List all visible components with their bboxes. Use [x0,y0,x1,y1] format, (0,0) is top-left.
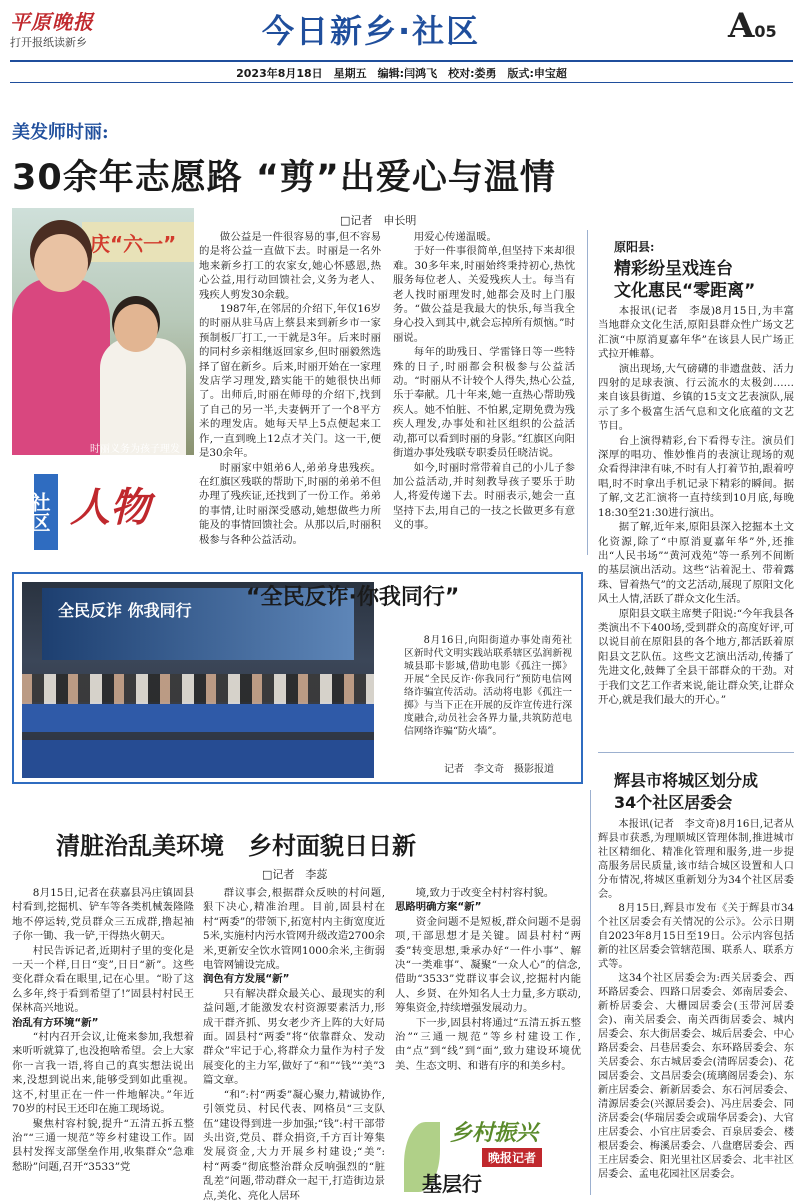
child-head [114,304,158,352]
hairdresser-head [34,234,88,292]
cinema-photo [22,582,374,778]
audience-row [22,674,374,704]
huixian-paragraph: 本报讯(记者 李文奇)8月16日,记者从辉县市获悉,为理顺城区管理体制,推进城市社区精细化、精准化管理和服务,进一步提高服务居民质量,该市结合城区设置和人口分布情况,将城区重新划分为34个社区居委会。 [598,819,794,900]
clean-subhead: 润色有方发展“新” [203,973,290,986]
hairdresser-figure [12,278,110,455]
clean-column-2 [203,886,385,1203]
clean-column-1 [12,886,194,1174]
lead-paragraph: 用爱心传递温暖。 [413,231,497,243]
fraud-paragraph: 8月16日,向阳街道办事处南苑社区新时代文明实践站联系辖区弘润新视城县耶卡影城,借助电影《孤注一掷》开展“全民反诈·你我同行”预防电信网络诈骗宣传活动。活动将电影《孤注一掷》与当下正在开展的反诈宣传进行深度融合,动员社会各界力量,共筑防范电信网络诈骗“防火墙”。 [404,635,572,737]
page-letter: A [728,6,755,46]
yuanyang-headline-1: 精彩纷呈戏连台 [614,259,733,279]
clean-paragraph: 资金问题不是短板,群众问题不是弱项,干部思想才是关键。固县村村“两委”转变思想,秉承办好“一件小事”、解决“一类难事”、凝聚“一众人心”的信念,借助“3533”党群议事会议,挖掘村内能人、乡贤、在外知名人士力量,多方联动,筹集资金,持续增强发展动力。 [395,915,581,1015]
lead-paragraph: 每年的助残日、学雷锋日等一些特殊的日子,时丽都会积极参与公益活动。“时丽从不计较个人得失,热心公益,乐于奉献。几十年来,她一直热心帮助残疾人。她不怕脏、不怕累,定期免费为残疾人理发,办事处和社区组织的公益活动,都可以看到时丽的身影。”红旗区向阳街道办事处残联专职委员任晓洁说。 [393,346,575,460]
column-tag [12,470,182,560]
yuanyang-paragraph: 本报讯(记者 李晟)8月15日,为丰富当地群众文化生活,原阳县群众性广场文艺汇演“中原消夏嘉年华”在该县人民广场正式拉开帷幕。 [598,305,794,361]
photo-banner-text: 庆“六一” [90,232,177,256]
fraud-body [404,634,572,738]
clean-paragraph: “村内召开会议,让俺来参加,我想着来听听就算了,也没抱啥希望。会上大家你一言我一语,将自己的真实想法说出来,没想到说出来,能够受到如此重视。这不,村里正在一件一件地解决。”年近70岁的村民王还印在施工现场说。 [12,1031,194,1116]
screen-text: 全民反诈 你我同行 [58,601,192,620]
column-divider [587,230,588,555]
stamp-tag: 晚报记者 [482,1148,542,1167]
lead-kicker: 美发师时丽: [12,122,109,143]
stamp-subtitle: 基层行 [422,1172,482,1196]
huixian-paragraph: 8月15日,辉县市发布《关于辉县市34个社区居委会有关情况的公示》。公示日期自2023年8月15日至19日。公示内容包括新的社区居委会管辖范围、联系人、联系方式等。 [598,903,794,970]
column-tag-script: 人物 [70,484,150,531]
yuanyang-kicker: 原阳县: [614,240,655,254]
clean-subhead: 治乱有方环境“新” [12,1016,99,1029]
masthead-rule [10,60,793,62]
banner-strip [82,222,194,262]
masthead [0,0,803,64]
huixian-body [598,818,794,1182]
yuanyang-body [598,304,794,707]
child-cape [100,338,186,455]
clean-paragraph: “和”:村“两委”凝心聚力,精诚协作,引领党员、村民代表、网格员“三支队伍”建设得到进一步加强;“钱”:村干部带头出资,党员、群众捐资,千方百计筹集发展资金,大力开展乡村建设;“美”:村“两委”彻底整治群众反响强烈的“脏乱差”问题,带动群众一起干,打造街边景点,美化、亮化人居环 [203,1088,385,1202]
lead-column-1 [199,230,381,547]
fraud-credit: 记者 李文奇 摄影报道 [444,764,554,775]
lead-column-2 [393,230,575,533]
slogan: 打开报纸读新乡 [10,36,87,49]
newspaper-logo: 平原晚报 [10,10,94,34]
lead-paragraph: 时丽家中姐弟6人,弟弟身患残疾。在红旗区残联的帮助下,时丽的弟弟不但办理了残疾证,还找到了一份工作。弟弟的事情,让时丽深受感动,她想做些力所能及的事情回馈社会。从那以后,时丽积极参与各种公益活动。 [199,461,381,546]
clean-paragraph: 8月15日,记者在获嘉县冯庄镇固县村看到,挖掘机、铲车等各类机械轰隆隆地不停运转,党员群众三五成群,撸起袖子你一锄、我一铲,干得热火朝天。 [12,887,194,943]
yuanyang-paragraph: 据了解,近年来,原阳县深入挖掘本土文化资源,除了“中原消夏嘉年华”外,还推出“人民书场”“黄河戏苑”等一系列不间断的基层演出活动。这些“沾着泥土、带着露珠、冒着热气”的文艺活动,展现了原阳文化风土人情,活跃了群众文化生活。 [598,521,794,606]
huixian-headline-1: 辉县市将城区划分成 [614,771,759,790]
clean-paragraph: 群议事会,根据群众反映的村问题,狠下决心,精准治理。目前,固县村在村“两委”的带领下,拓宽村内主街宽度近5米,实施村内污水管网升级改造2700余米,更新安全饮水管网1000余米,主街弱电管网铺设完成。 [203,887,385,972]
lead-paragraph: 于好一件事很简单,但坚持下来却很难。30多年来,时丽始终秉持初心,热忱服务每位老人、关爱残疾人士。每当有老人找时丽理发时,她都会及时上门服务。“做公益是我最大的快乐,每当我全身心投入到其中,就会忘掉所有烦恼。”时丽说。 [393,245,575,344]
clean-column-3 [395,886,581,1073]
lead-paragraph: 1987年,在邻居的介绍下,年仅16岁的时丽从驻马店上蔡县来到新乡市一家预制板厂打工,一干就是3年。后来时丽的同村乡亲相继返回家乡,但时丽毅然选择了留在新乡。后来,时丽开始在一家理发店学习理发,踏实能干的她很快出师了。出师后,时丽在师母的介绍下,找到了自己的另一半,夫妻俩开了一个8平方米的理发店。她每天早上5点便起来工作,一直到晚上12点才关门。这一干,便是30余年。 [199,303,381,460]
info-rule [10,82,793,83]
clean-byline: □记者 李蕊 [262,868,328,881]
column-tag-box: 社区 [34,474,58,550]
huixian-headline-2: 34个社区居委会 [614,793,733,812]
seat-row [22,740,374,778]
clean-paragraph: 村民告诉记者,近期村子里的变化是一天一个样,日日“变”,日日“新”。这些变化群众看在眼里,记在心里。“盼了这么多年,终于看到希望了!”固县村村民王保林高兴地说。 [12,944,194,1015]
photo-caption: 时丽义务为孩子理发 [90,444,180,455]
stamp-title: 乡村振兴 [450,1121,539,1146]
page-number [728,6,777,46]
seat-row [22,702,374,732]
huixian-paragraph: 这34个社区居委会为:西关居委会、西环路居委会、四路口居委会、郊南居委会、新桥居委会、大栅园居委会(玉带河居委会)、南关居委会、南关西街居委会、城内居委会、东大街居委会、城后居委会、中心路居委会、吕巷居委会、东环路居委会、东关居委会、东古城居委会(清晖居委会)、花园居委会、文昌居委会(琉璃阁居委会)、东新庄居委会、新新居委会、东石河居委会、清源居委会(兴源居委会)、冯庄居委会、同济居委会(华瑞居委会或瑞华居委会)、大官庄居委会、小官庄居委会、百泉居委会、楼根居委会、梅溪居委会、八盘磨居委会、西王庄居委会、阳光里社区居委会、北丰社区居委会、孟电花园社区居委会。 [598,973,794,1180]
lead-paragraph: 做公益是一件很容易的事,但不容易的是将公益一直做下去。时丽是一名外地来新乡打工的农家女,她心怀感恩,热心公益,用行动回馈社会,义务为老人、残疾人剪发30余载。 [199,231,381,301]
fraud-headline: “全民反诈·你我同行” [246,585,460,610]
fraud-box [12,572,583,784]
section-title: 今日新乡·社区 [262,12,481,50]
right-rule [598,752,794,753]
yuanyang-paragraph: 台上演得精彩,台下看得专注。演员们深厚的唱功、惟妙惟肖的表演让现场的观众看得津津有味,不时有人打着节拍,跟着哼唱,时不时拿出手机记录下精彩的瞬间。据了解,文艺汇演将一直持续到10月底,每晚18:30至21:30进行演出。 [598,434,794,519]
barber-photo [12,208,194,455]
page-digits: 05 [754,22,777,41]
info-line: 2023年8月18日 星期五 编辑:闫鸿飞 校对:娄勇 版式:申宝超 [236,67,567,80]
clean-subhead: 思路明确方案“新” [395,901,482,914]
clean-paragraph: 下一步,固县村将通过“五清五拆五整治”“三通一规范”等乡村建设工作,由“点”到“线”到“面”,致力建设环境优美、生态文明、和谐有序的和美乡村。 [395,1016,581,1072]
lead-headline: 30余年志愿路 “剪”出爱心与温情 [12,158,556,198]
yuanyang-paragraph: 演出现场,大气磅礴的非遗盘鼓、活力四射的足球表演、行云流水的太极剑……来自该县街道、乡镇的15支文艺表演队,展示了多个极富生活气息和文化底蕴的文艺节目。 [598,362,794,433]
clean-paragraph: 只有解决群众最关心、最现实的利益问题,才能激发农村资源要素活力,形成干群齐抓、男女老少齐上阵的大好局面。固县村“两委”将“依靠群众、发动群众”牢记于心,将群众力量作为村子发展变化的主力军,做好了“和”“钱”“美”3篇文章。 [203,987,385,1087]
lead-byline: □记者 申长明 [340,214,417,227]
rural-stamp [404,1116,574,1196]
yuanyang-paragraph: 原阳县文联主席樊子阳说:“今年我县各类演出不下400场,受到群众的高度好评,可以说目前在原阳县的各个地方,都活跃着原阳县文艺队伍。这些文艺演出活动,传播了先进文化,鼓舞了全县干部群众的干劲。对于我们文艺工作者来说,能让群众笑,让群众开心,就是我们最大的开心。” [598,607,794,706]
yuanyang-headline-2: 文化惠民“零距离” [614,281,756,301]
column-divider [590,790,591,1195]
clean-paragraph: 境,致力于改变全村村容村貌。 [415,887,555,899]
clean-headline: 清脏治乱美环境 乡村面貌日日新 [56,832,416,860]
clean-paragraph: 聚焦村容村貌,提升“五清五拆五整治”“三通一规范”等乡村建设工作。固县村发挥支部堡垒作用,收集群众“急难愁盼”问题,召开“3533”党 [12,1117,194,1173]
lead-paragraph: 如今,时丽时常带着自己的小儿子参加公益活动,并时刻教导孩子要乐于助人,将爱传递下去。时丽表示,她会一直坚持下去,用自己的一技之长做更多有意义的事。 [393,461,575,532]
